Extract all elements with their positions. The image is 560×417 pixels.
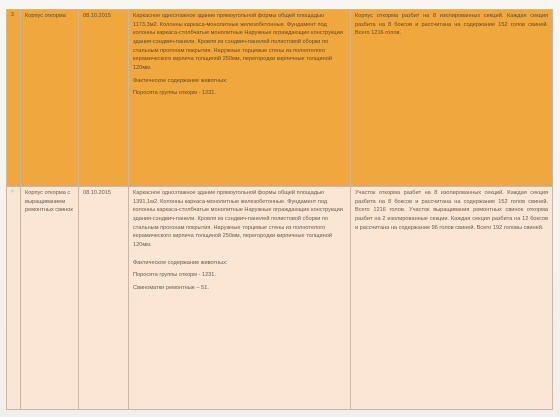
section-note-cell	[351, 187, 553, 410]
section-note-cell	[351, 10, 553, 187]
fact-line: Поросята группы откорм - 1231.	[133, 272, 216, 279]
building-description: Каркасное одноэтажное здание прямоугольной формы общей площадью 1173,3м2. Колонны каркаса-монолитные железобетонные. Фундамент под колонны каркаса-столбчатые монолитные Наружные ограждающие конструкции здания-сэндвич-панели. Кровля из сэндвич-панелей полистовой сборки по стальным прогонам покрытия. Наружные торцевые стены из полнотелого керамического кирпича толщиной 250мм, перегородки кирпичные толщиной 120мм.	[133, 13, 343, 71]
building-description: Каркасное одноэтажное здание прямоугольной формы общей площадью 1391,1м2. Колонны каркаса-монолитные железобетонные. Фундамент под колонны каркаса-столбчатые монолитные Наружные ограждающие конструкции здания-сэндвич-панели. Кровля из сэндвич-панелей полистовой сборки по стальным прогонам покрытия. Наружные торцевые стены из полнотелого керамического кирпича толщиной 250мм, перегородки кирпичные толщиной 120мм.	[133, 190, 343, 248]
fact-line: Свиноматки ремонтные – 51.	[133, 284, 209, 291]
row-number: 4	[7, 187, 21, 410]
fact-title: Фактическое содержание животных:	[133, 77, 228, 84]
commission-date: 08.10.2015	[79, 187, 129, 410]
building-description-cell	[129, 10, 351, 187]
fact-line: Поросята группы откорм - 1231.	[133, 90, 216, 97]
table-row	[7, 187, 553, 410]
building-name: Корпус откорма с выращиванием ремонтных свинок	[21, 187, 79, 410]
building-description-cell	[129, 187, 351, 410]
section-note: Участок откорма разбит на 8 изолированных секций. Каждая секция разбита на 8 боксов и рассчитана на содержание 152 голов свиней. Всего 1216 голов. Участок выращивания ремонтных свинок откорма разбит на 2 изолированные секции. Каждая секция разбита на 12 боксов и рассчитана на содержание 96 голов свиней. Всего 192 головы свиней.	[355, 190, 548, 231]
fact-title: Фактическое содержание животных:	[133, 259, 228, 266]
row-number: 3	[7, 10, 21, 187]
table-row	[7, 10, 553, 187]
building-name: Корпус откорма	[21, 10, 79, 187]
building-table	[6, 9, 553, 410]
commission-date: 08.10.2015	[79, 10, 129, 187]
section-note: Корпус откорма разбит на 8 изолированных секций. Каждая секция разбита на 8 боксов и рассчитана на содержание 152 голов свиней. Всего 1216 голов.	[355, 13, 548, 37]
